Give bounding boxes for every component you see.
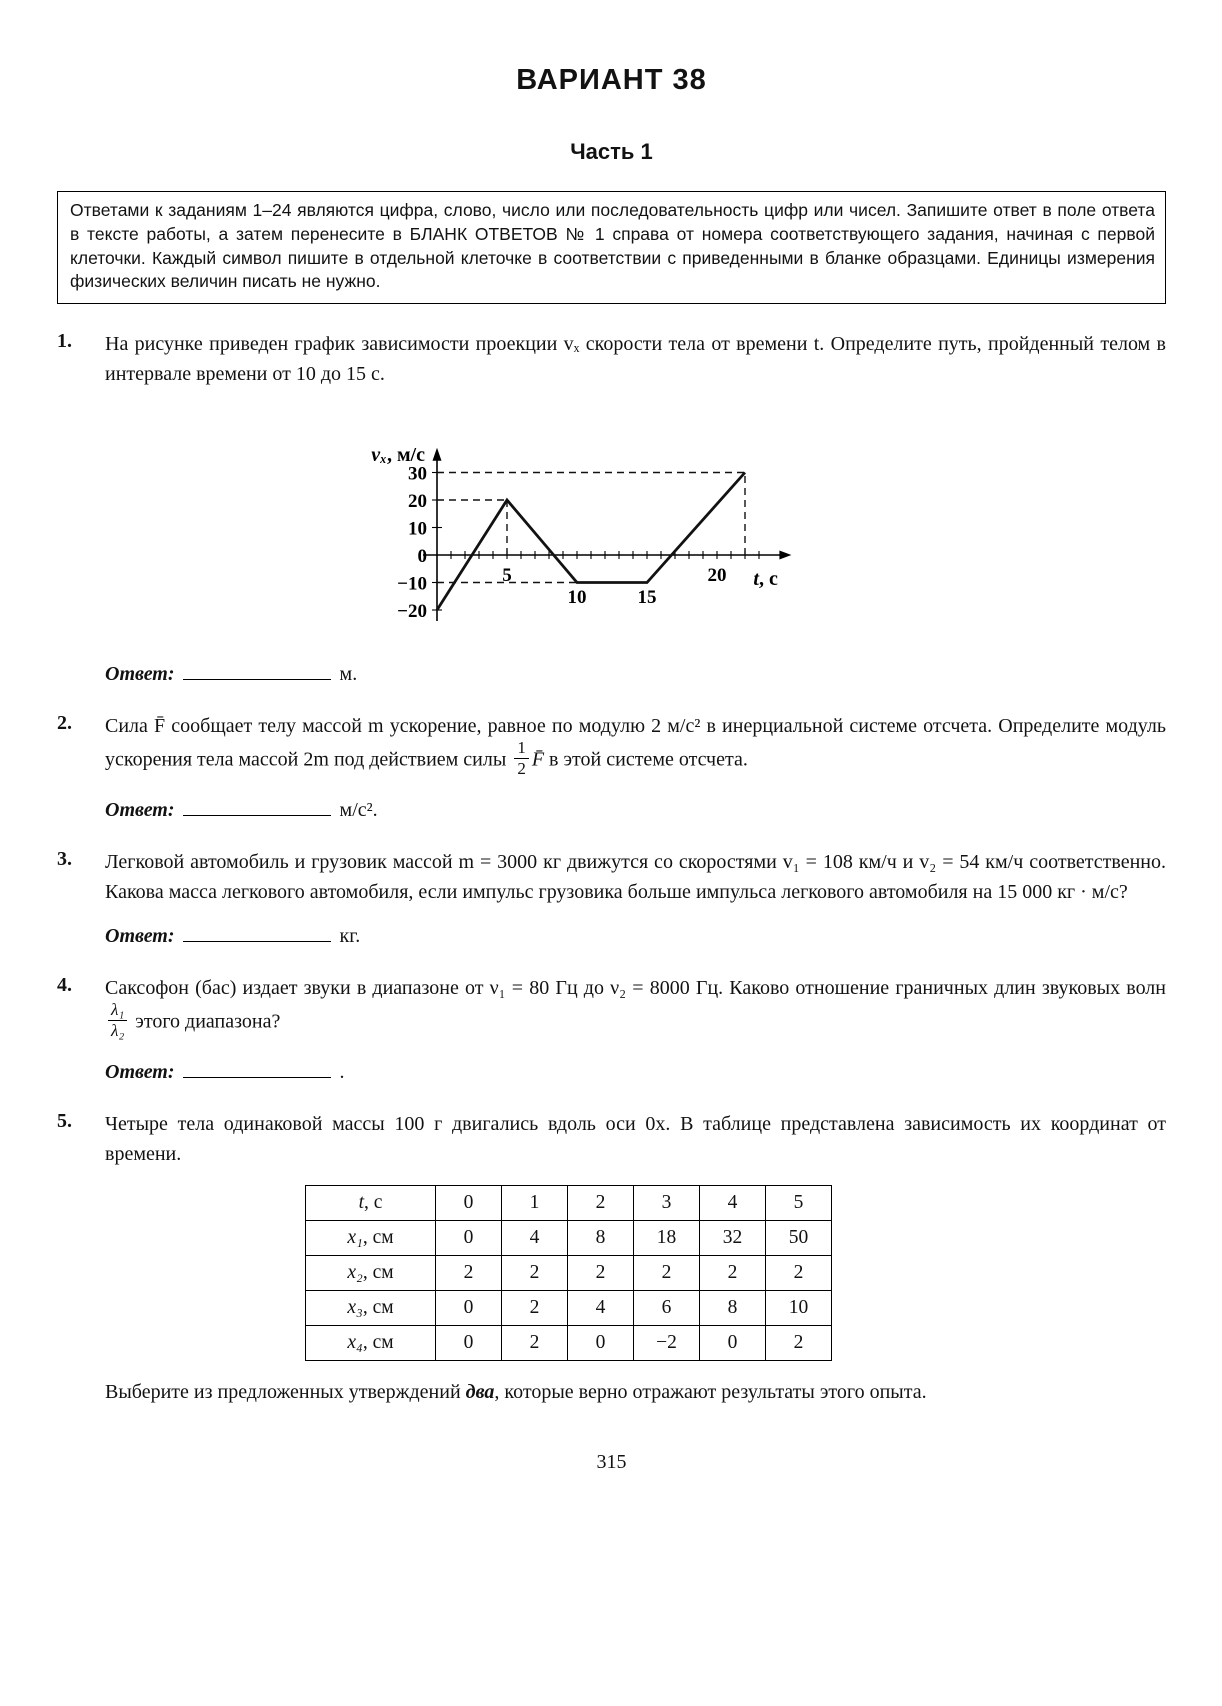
row-label: x₃, см <box>306 1291 436 1326</box>
answer-label: Ответ: <box>105 799 175 822</box>
y-tick-label: 20 <box>408 491 427 513</box>
answer-unit: м/с². <box>339 799 378 822</box>
answer-label: Ответ: <box>105 1061 175 1084</box>
part-heading: Часть 1 <box>570 139 653 164</box>
problem-4-text <box>105 973 1166 1043</box>
velocity-time-graph <box>337 397 807 645</box>
table-row <box>306 1256 832 1291</box>
fraction-one-half <box>514 738 529 778</box>
instruction-box <box>57 191 1166 304</box>
x-tick-label: 5 <box>502 565 512 587</box>
table-cell: 0 <box>436 1326 502 1361</box>
table-cell: 3 <box>634 1186 700 1221</box>
fraction-denominator: 2 <box>517 758 526 778</box>
problem-5-after-bold: два <box>465 1381 495 1404</box>
y-tick-label: 10 <box>408 518 427 540</box>
problem-5-instruction <box>105 1377 1166 1407</box>
answer-unit: . <box>339 1061 345 1084</box>
table-cell: 1 <box>502 1186 568 1221</box>
page-number: 315 <box>596 1451 627 1474</box>
table-cell: 6 <box>634 1291 700 1326</box>
table-cell: 32 <box>700 1221 766 1256</box>
table-cell: 0 <box>436 1291 502 1326</box>
table-cell: 4 <box>568 1291 634 1326</box>
table-row <box>306 1221 832 1256</box>
table-cell: 8 <box>568 1221 634 1256</box>
answer-unit: м. <box>339 663 358 686</box>
table-cell: 50 <box>766 1221 832 1256</box>
problem-2-number: 2. <box>57 712 72 735</box>
y-tick-label: −10 <box>397 573 427 595</box>
problem-3-number: 3. <box>57 848 72 871</box>
row-label: x₁, см <box>306 1221 436 1256</box>
x-axis-arrow <box>779 551 791 560</box>
table-cell: 4 <box>502 1221 568 1256</box>
table-row <box>306 1291 832 1326</box>
table-row <box>306 1326 832 1361</box>
problem-5-after-1: Выберите из предложенных утверждений <box>105 1381 466 1404</box>
row-label: t, с <box>306 1186 436 1221</box>
problem-1-number: 1. <box>57 330 72 353</box>
instruction-text: Ответами к заданиям 1–24 являются цифра, слово, число или последовательность цифр или чисел. Запишите ответ в поле ответа в тексте работы, а затем перенесите в БЛАНК ОТВЕТОВ № 1 справа от номера соответствующего задания, начиная с первой клеточки. Каждый символ пишите в отдельной клеточке в соответствии с приведенными в бланке образцами. Единицы измерения физических величин писать не нужно. <box>70 200 1155 292</box>
problem-3-text: Легковой автомобиль и грузовик массой m = 3000 кг движутся со скоростями v₁ = 108 км/ч и v₂ = 54 км/ч соответственно. Какова масса легкового автомобиля, если импульс грузовика больше импульса легкового автомобиля на 15 000 кг · м/с? <box>105 851 1166 904</box>
coordinates-table <box>305 1185 832 1361</box>
problem-4-text-after: этого диапазона? <box>135 1010 281 1033</box>
table-cell: 0 <box>568 1326 634 1361</box>
problem-4 <box>57 973 1166 1084</box>
problem-5-number: 5. <box>57 1110 72 1133</box>
table-cell: 0 <box>700 1326 766 1361</box>
table-cell: 10 <box>766 1291 832 1326</box>
x-tick-label: 15 <box>637 587 657 609</box>
problem-1-text: На рисунке приведен график зависимости проекции vₓ скорости тела от времени t. Определите путь, пройденный телом в интервале времени от 10 до 15 с. <box>105 333 1166 386</box>
answer-unit: кг. <box>339 925 361 948</box>
table-cell: 2 <box>700 1256 766 1291</box>
table-cell: −2 <box>634 1326 700 1361</box>
table-row <box>306 1186 832 1221</box>
table-cell: 5 <box>766 1186 832 1221</box>
fraction-numerator: 1 <box>514 738 529 759</box>
table-cell: 18 <box>634 1221 700 1256</box>
fraction-denominator: λ₂ <box>111 1020 125 1040</box>
answer-blank <box>183 661 331 680</box>
y-tick-label: 0 <box>417 546 427 568</box>
problem-5-after-2: , которые верно отражают результаты этого опыта. <box>494 1381 927 1404</box>
table-cell: 2 <box>568 1256 634 1291</box>
problem-1 <box>57 329 1166 686</box>
table-cell: 2 <box>502 1291 568 1326</box>
problem-4-number: 4. <box>57 974 72 997</box>
problem-2-answer-line <box>105 797 1166 822</box>
row-label: x₂, см <box>306 1256 436 1291</box>
table-cell: 0 <box>436 1221 502 1256</box>
answer-blank <box>183 1059 331 1078</box>
problem-5-text: Четыре тела одинаковой массы 100 г двигались вдоль оси 0x. В таблице представлена зависимость их координат от времени. <box>105 1113 1166 1166</box>
problem-4-text-before: Саксофон (бас) издает звуки в диапазоне от ν₁ = 80 Гц до ν₂ = 8000 Гц. Каково отношение граничных длин звуковых волн <box>105 977 1166 1000</box>
x-tick-label: 10 <box>567 587 587 609</box>
problem-1-answer-line <box>105 661 1166 686</box>
table-cell: 2 <box>634 1256 700 1291</box>
table-cell: 2 <box>436 1256 502 1291</box>
problem-2-text <box>105 711 1166 781</box>
problem-2-text-after: в этой системе отсчета. <box>549 748 748 771</box>
force-vector-symbol: F̄ <box>531 748 545 771</box>
y-axis-label: vₓ, м/с <box>371 443 425 466</box>
table-cell: 0 <box>436 1186 502 1221</box>
problem-2-text-before: Сила F̄ сообщает телу массой m ускорение, равное по модулю 2 м/с² в инерциальной системе отсчета. Определите модуль ускорения тела массой 2m под действием силы <box>105 715 1166 771</box>
x-axis-label: t, с <box>753 568 778 591</box>
table-cell: 4 <box>700 1186 766 1221</box>
y-tick-label: 30 <box>408 463 427 485</box>
problem-5 <box>57 1109 1166 1407</box>
y-tick-label: −20 <box>397 601 427 623</box>
table-cell: 2 <box>502 1326 568 1361</box>
page-title: ВАРИАНТ 38 <box>516 64 707 96</box>
velocity-line <box>437 473 745 611</box>
answer-label: Ответ: <box>105 925 175 948</box>
table-cell: 2 <box>766 1256 832 1291</box>
problem-3-answer-line <box>105 923 1166 948</box>
table-cell: 2 <box>766 1326 832 1361</box>
table-cell: 8 <box>700 1291 766 1326</box>
x-tick-label: 20 <box>707 565 727 587</box>
table-cell: 2 <box>568 1186 634 1221</box>
problem-2 <box>57 711 1166 822</box>
table-cell: 2 <box>502 1256 568 1291</box>
problem-3 <box>57 847 1166 948</box>
fraction-lambda-ratio <box>108 1000 127 1040</box>
fraction-numerator: λ₁ <box>108 1000 127 1021</box>
answer-label: Ответ: <box>105 663 175 686</box>
answer-blank <box>183 797 331 816</box>
row-label: x₄, см <box>306 1326 436 1361</box>
problem-4-answer-line <box>105 1059 1166 1084</box>
answer-blank <box>183 923 331 942</box>
y-axis-arrow <box>433 448 442 461</box>
